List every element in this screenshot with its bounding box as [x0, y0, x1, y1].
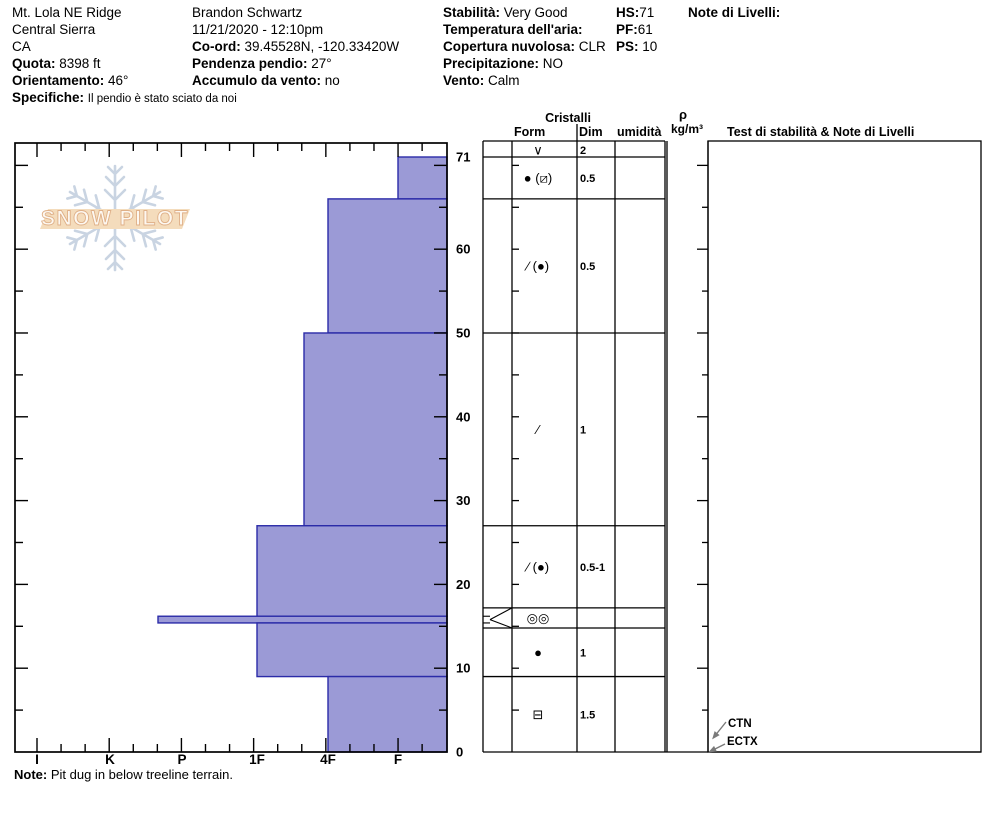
wind: Vento: Calm	[443, 73, 520, 88]
layer-bar	[257, 623, 447, 677]
grain-cells	[483, 142, 605, 721]
air-temp: Temperatura dell'aria:	[443, 22, 583, 37]
hardness-axis-labels	[35, 752, 402, 767]
layer-bar	[304, 333, 447, 526]
grain-form-symbol: ∕ (●)	[526, 258, 550, 274]
layer-bar	[398, 157, 447, 199]
layer-bar	[328, 677, 447, 752]
grain-size-value: 2	[580, 144, 587, 157]
pit-datetime: 11/21/2020 - 12:10pm	[192, 22, 324, 37]
depth-axis-labels	[456, 150, 470, 760]
rho-unit-header: kg/m³	[670, 122, 704, 136]
depth-tick-label: 30	[456, 493, 471, 509]
snowpilot-logo	[40, 166, 190, 270]
grain-form-symbol: ◎◎	[526, 610, 550, 626]
grain-size-value: 0.5-1	[580, 561, 606, 574]
tests-header: Test di stabilità & Note di Livelli	[727, 125, 915, 139]
depth-tick-label: 0	[456, 744, 464, 760]
grain-form-symbol: ⊟	[532, 706, 544, 722]
layer-table-headers	[514, 107, 914, 139]
hardness-tick-label: K	[105, 752, 115, 767]
hardness-tick-label: 1F	[249, 752, 265, 767]
hardness-bars	[158, 157, 447, 752]
stability-test-label: CTN	[728, 718, 752, 730]
layer-bar	[328, 199, 447, 333]
grain-size-value: 1	[580, 424, 587, 437]
rho-header: ρ	[678, 107, 688, 122]
grain-size-value: 0.5	[580, 260, 596, 273]
grain-size-value: 0.5	[580, 172, 596, 185]
stability: Stabilità: Very Good	[443, 5, 568, 20]
pit-note: Note: Pit dug in below treeline terrain.	[14, 767, 233, 782]
depth-tick-label: 60	[456, 241, 471, 257]
coordinates: Co-ord: 39.45528N, -120.33420W	[192, 39, 400, 54]
stability-test-annotations	[707, 718, 758, 755]
site-comments: Specifiche: Il pendio è stato sciato da noi	[12, 90, 237, 105]
thin-layer-callout	[483, 608, 512, 628]
grain-form-symbol: ●	[534, 644, 542, 660]
region: Central Sierra	[12, 22, 96, 37]
layer-bar	[257, 526, 447, 617]
slope-angle: Pendenza pendio: 27°	[192, 56, 332, 71]
elevation: Quota: 8398 ft	[12, 56, 101, 71]
layer-bar	[158, 616, 447, 623]
observer-name: Brandon Schwartz	[192, 5, 303, 20]
depth-tick-label: 71	[456, 149, 471, 165]
grain-form-symbol: ∨	[533, 142, 543, 158]
depth-tick-label: 40	[456, 409, 471, 425]
hardness-tick-label: F	[393, 752, 403, 767]
site-name: Mt. Lola NE Ridge	[12, 5, 122, 20]
depth-tick-label: 10	[456, 660, 471, 676]
sky-cover: Copertura nuvolosa: CLR	[443, 39, 606, 54]
depth-tick-label: 20	[456, 576, 471, 592]
hardness-tick-label: P	[177, 752, 187, 767]
wind-loading: Accumulo da vento: no	[192, 73, 340, 88]
layer-notes-label: Note di Livelli:	[688, 5, 781, 20]
humidity-header: umidità	[617, 125, 662, 139]
hardness-tick-label: 4F	[320, 752, 336, 767]
grain-form-symbol: ● (⧄)	[523, 170, 553, 186]
pf-depth: PF:61	[616, 22, 653, 37]
grain-form-symbol: ∕	[536, 421, 540, 437]
logo-text: SNOW PILOT	[41, 207, 189, 230]
grain-size-value: 1	[580, 647, 587, 660]
aspect: Orientamento: 46°	[12, 73, 129, 88]
hardness-tick-label: I	[35, 752, 39, 767]
stability-test-label: ECTX	[727, 736, 758, 748]
dim-header: Dim	[579, 125, 603, 139]
form-header: Form	[514, 125, 546, 139]
ps-depth: PS: 10	[616, 39, 658, 54]
depth-tick-label: 50	[456, 325, 471, 341]
grain-size-value: 1.5	[580, 709, 596, 722]
cristalli-header: Cristalli	[545, 111, 591, 125]
hs-total-depth: HS:71	[616, 5, 655, 20]
precipitation: Precipitazione: NO	[443, 56, 564, 71]
grain-form-symbol: ∕ (●)	[526, 559, 550, 575]
state: CA	[12, 39, 31, 54]
layer-table-grid	[483, 124, 981, 752]
